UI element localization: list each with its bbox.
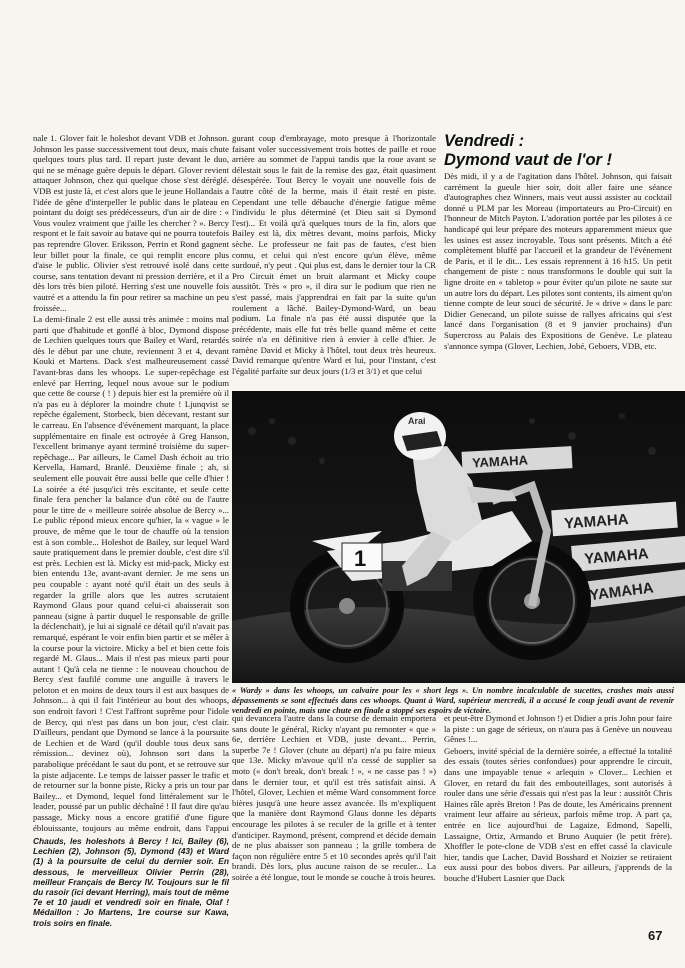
helmet-logo: Arai xyxy=(408,416,426,426)
section-headline xyxy=(444,132,674,170)
article-column-2-top xyxy=(232,133,436,388)
paragraph: Geboers, invité spécial de la dernière soirée, a effectué la totalité des essais (toutes séries confondues) pour apprendre le circuit, dans une impayable tenue « arlequin » Clover... Lechien et Glover, en retard du fait des embouteillages, sont autorisés à rouler dans une série d'essais qui n'est pas la leur : aussitôt Chris Haines râle après Breton ! Pas de doute, les Américains prennent vraiment leur affaire au sérieux, parfois même trop. A part ça, entrée en lice aujourd'hui de Lagaize, Edmond, Sapelli, Lassaigne, Ortiz, Armando et Bruno Auquier (le petit frère). Xhoffler le pote-clone de VDB s'est en effet cassé la clavicule hier, tandis que Lacher, David Bosshard et Noizier se retiraient eux aussi pour des bobos divers. Par ailleurs, j'apprends de la bouche d'Hubert Lasnier que Dack xyxy=(444,745,672,883)
rider-number: 1 xyxy=(354,546,367,571)
headline-line-1: Vendredi : xyxy=(444,132,525,150)
paragraph: Dès midi, il y a de l'agitation dans l'hôtel. Johnson, qui faisait carrément la gueule hier soir, doit aller faire une séance d'autographes chez Winners, mais veut aussi assister au cocktail donné u PLM par les Moreau (importateurs au Pro-Circuit) en l'honneur de Mitch Payton. L'adoration portée par les pilotes à ce handicapé qui leur prépare des moteurs apparemment mieux que les usines est assez incroyable. Tous sont présents. Mitch a été complètement bluffé par l'accueil et la grandeur de l'événement de Paris, et il le dit... Les essais reprennent à 16 h15. Un petit changement de piste : nous transformons le double qui suit la ligne droite en « tabletop » pour éviter qu'un pilote ne saute sur un autre lors du départ. Les pilotes sont contents, ils aiment qu'on tienne compte de leur souci de sécurité. Je « drive » dans le parc Didier Genecand, un pilote suisse de rallyes africains qui s'est lancé dans l'organisation (8 et 9 janvier prochains) d'un Supercross au Palais des Expositions de Genève. Le plateau s'annonce sympa (Glover, Lechien, Jobé, Geboers, VDB, etc. xyxy=(444,171,672,351)
paragraph: gurant coup d'embrayage, moto presque à l'horizontale faisant voler successivement trois bottes de paille et roue arrière au sommet de l'appui tandis que la roue avant se délestait sous le fait de la remise des gaz, était quasiment désespérée. Tout Bercy le voyait une nouvelle fois de l'autre côté de la berme, mais il était resté en piste. Cependant une telle débauche d'énergie fatigue même l'individu le plus déterminé (et Dieu sait si Dymond l'est)... Et voilà qu'à quelques tours de la fin, alors que Bailey est là, dix mètres devant, moins parfois, Micky sèche. Le professeur ne fait pas de fautes, c'est bien connu, et celui qui n'est encore qu'un élève, même surdoué, n'y peut . Qui plus est, dans le dernier tour la CR Pro Circuit émet un bruit alarmant et Micky coupe aussitôt. Très « pro », il dira sur le podium que rien ne s'est passé, mais j'apprendrai en fait par la suite qu'un roulement a lâché. Bailey-Dymond-Ward, un beau podium. La finale n'a pas été aussi disputée que la précédente, mais elle fut très belle quand même et cette soirée n'a en définitive rien à envier à celle d'hier. Je ramène David et Micky à l'hôtel, tout deux très heureux. David remarque qu'entre Ward et lui, pour l'instant, c'est l'égalité parfaite sur deux jours (1/3 et 3/1) et que celui xyxy=(232,133,436,377)
supercross-photo xyxy=(232,391,685,683)
banner-text: YAMAHA xyxy=(563,511,630,533)
article-column-3-bottom xyxy=(444,713,672,945)
paragraph: La demi-finale 2 est elle aussi très animée : moins mal parti que d'habitude et gonflé à bloc, Dymond dispose de Lechien quelques tours que Bailey et Ward, retardés dès le début par une chute, reviennent 3 et 4, devant Kouki et Martens. Dack s'est malheureusement cassé l'avant-bras dans les whoops. Le super-repêchage est enlevé par Herring, lequel nous avoue sur le podium que cette 8e course ( ! ) depuis hier est la première où il n'a pas eu à déplorer la moindre chute ! Ljunqvist se repêche également, Storbeck, bien décevant, restant sur le carreau. En l'absence d'événement marquant, la place supplémentaire en finale est octroyée à Greg Hanson, l'excellent brimanye ayant terminé troisième du super-repêchage... Par ailleurs, le Camel Dash échoit au trio Kervella, Hamard, Branlé. Deuxième finale ; ah, si seulement elle pouvait être aussi belle que celle d'hier ! La soirée a été jusqu'ici très excitante, et seule cette finale fera pencher la balance d'un côté ou de l'autre pour le titre de « meilleure soirée absolue de Bercy »... Le public répond mieux encore qu'hier, la « vague » le prouve, de même que le tour de chauffe où la tension est à son comble... Holeshot de Bailey, sur lequel Ward saute pratiquement dans le premier double, c'est dire s'il est près. Lechien est là. Micky est mid-pack, Micky est bien entendu 13e, avant-avant dernier. Je me sens un peu coupable : ayant noté qu'il était un des seuls à regarder la grille alors que les autres scrutaient Raymond Glaus pour quand celui-ci abaisserait son panneau (signe à partir duquel le responsable de grille la déclenchait), je lui ai signalé ce détail qu'il n'avait pas remarqué, espérant le voir enfin bien partir et se mêler à la course pour la victoire. Micky a bel et bien cette fois regardé M. Glaus... Mais il n'est pas mieux parti pour autant ! Qu'à cela ne tienne : le nouveau chouchou de Bercy s'est faufilé comme une anguille à travers le peloton et en moins de deux tours il est aux basques de Johnson... à qui il fait l'intérieur au bout des whoops, son endroit favori ! C'est l'affront suprême pour l'idole de Bercy, qui n'est pas dans un bon jour, c'est clair. D'ailleurs, pendant que Dymond se lance à la poursuite de Lechien et de Ward (qu'il double tous deux sans rémission... devinez où), Johnson sort dans la parabolique précédant le saut du pont, et se retrouve sur la piste adjacente. Le temps de laisser passer le trafic et de retourner sur la bonne piste, Ricky a pris un tour par Bailey... et Dymond, lequel fond littéralement sur le leader, poussé par un public déchaîné ! Il faut dire qu'au passage, Micky nous a encore gratifié d'une figure éblouissante, toujours au même endroit, dans l'appui xyxy=(33,314,229,833)
article-column-2-bottom xyxy=(232,713,436,953)
photo-caption: « Wardy » dans les whoops, un calvaire pour les « short legs ». Un nombre incalculable de sucettes, crashes mais aussi dépassements se sont effectués dans ces whoops. Quant à Ward, supérieur mercredi, il a accusé le coup jeudi avant de revenir vendredi en pointe, mais une chute en finale a stoppé ses espoirs de victoire. xyxy=(232,686,674,715)
headline-line-2: Dymond vaut de l'or ! xyxy=(444,151,613,169)
article-column-1 xyxy=(33,133,229,834)
banner-text: YAMAHA xyxy=(588,579,655,605)
paragraph: et peut-être Dymond et Johnson !) et Didier a pris John pour faire la piste : un gage de sérieux, on n'aura pas à Genève un nouveau Gênes !... xyxy=(444,713,672,745)
page-number: 67 xyxy=(648,928,663,943)
banner-text: YAMAHA xyxy=(471,452,529,471)
motocross-rider-photo xyxy=(232,391,685,683)
article-column-3-top xyxy=(444,171,672,388)
banner-text: YAMAHA xyxy=(583,545,650,568)
paragraph: nale 1. Glover fait le holeshot devant VDB et Johnson. Johnson les passe successivement tout deux, mais chute quelques tours plus tard. Il repart juste devant le duo, qui ne se ménage guère depuis le départ. Glover revient attaquer Johnson, chez qui quelque chose s'est déréglé. VDB est juste là, et c'est alors que le jeune Hollandais a l'idée de gêne d'interpeller le public dans le plateau en pointant du doigt ses prédécesseurs, d'un air de dire : « Vous voulez vraiment que j'aille les chercher ? ». Bercy respont et le fait savoir au batave qui ne pourra toutefois pas reprendre Glover. Eriksson, Perrin et Rond gagnent leur billet pour la finale, ce qui remplit encore plus d'aise le public. Olivier s'est retrouvé isolé dans cette course, sans tentation devant ni pression derrière, et il a dès lors très bien piloté. Herring s'est une nouvelle fois vautré et a attendu la fin pour retirer sa machine un peu froissée... xyxy=(33,133,229,313)
paragraph: qui devancera l'autre dans la course de demain emportera sans doute le général, Ricky n'ayant pu remonter « que » 6e, derrière Lechien et VDB, juste devant... Perrin, superbe 7e ! Glover (chute au départ) n'a pu faire mieux que 13e. Micky m'avoue qu'il n'a cessé de supplier sa moto (« don't break, don't break ! », « ne casse pas ! ») dans le dernier tour, et qu'il est très satisfait ainsi. A l'hôtel, Glover, Lechien et même Ward consomment force bières jusqu'à une heure assez avancée. Ils m'expliquent que la manière dont Raymond Glaus donne les départs encourage les pilotes à se reculer de la grille et à tenter d'anticiper. Raymond, présent, comprend et décide demain de ne plus abaisser son panneau ; la grille tombera de façon non régulière entre 5 et 10 secondes après qu'il l'ait brandi. Dès lors, plus aucune raison de se reculer... La soirée a été longue, tout le monde se couche à trois heures. xyxy=(232,713,436,882)
side-photo-caption: Chauds, les holeshots à Bercy ! Ici, Bailey (6), Lechien (2), Johnson (5), Dymond (43) et Ward (1) à la poursuite de celui du dernier soir. En dessous, le merveilleux Olivier Perrin (28), meilleur Français de Bercy IV. Toujours sur le fil du rasoir (ici devant Herring), mais tout de même 7e et 10 jaudi et vendredi soir en finale, Olaf ! Médaillon : Jo Martens, 1re course sur Kawa, trois soirs en finale. xyxy=(33,836,229,928)
